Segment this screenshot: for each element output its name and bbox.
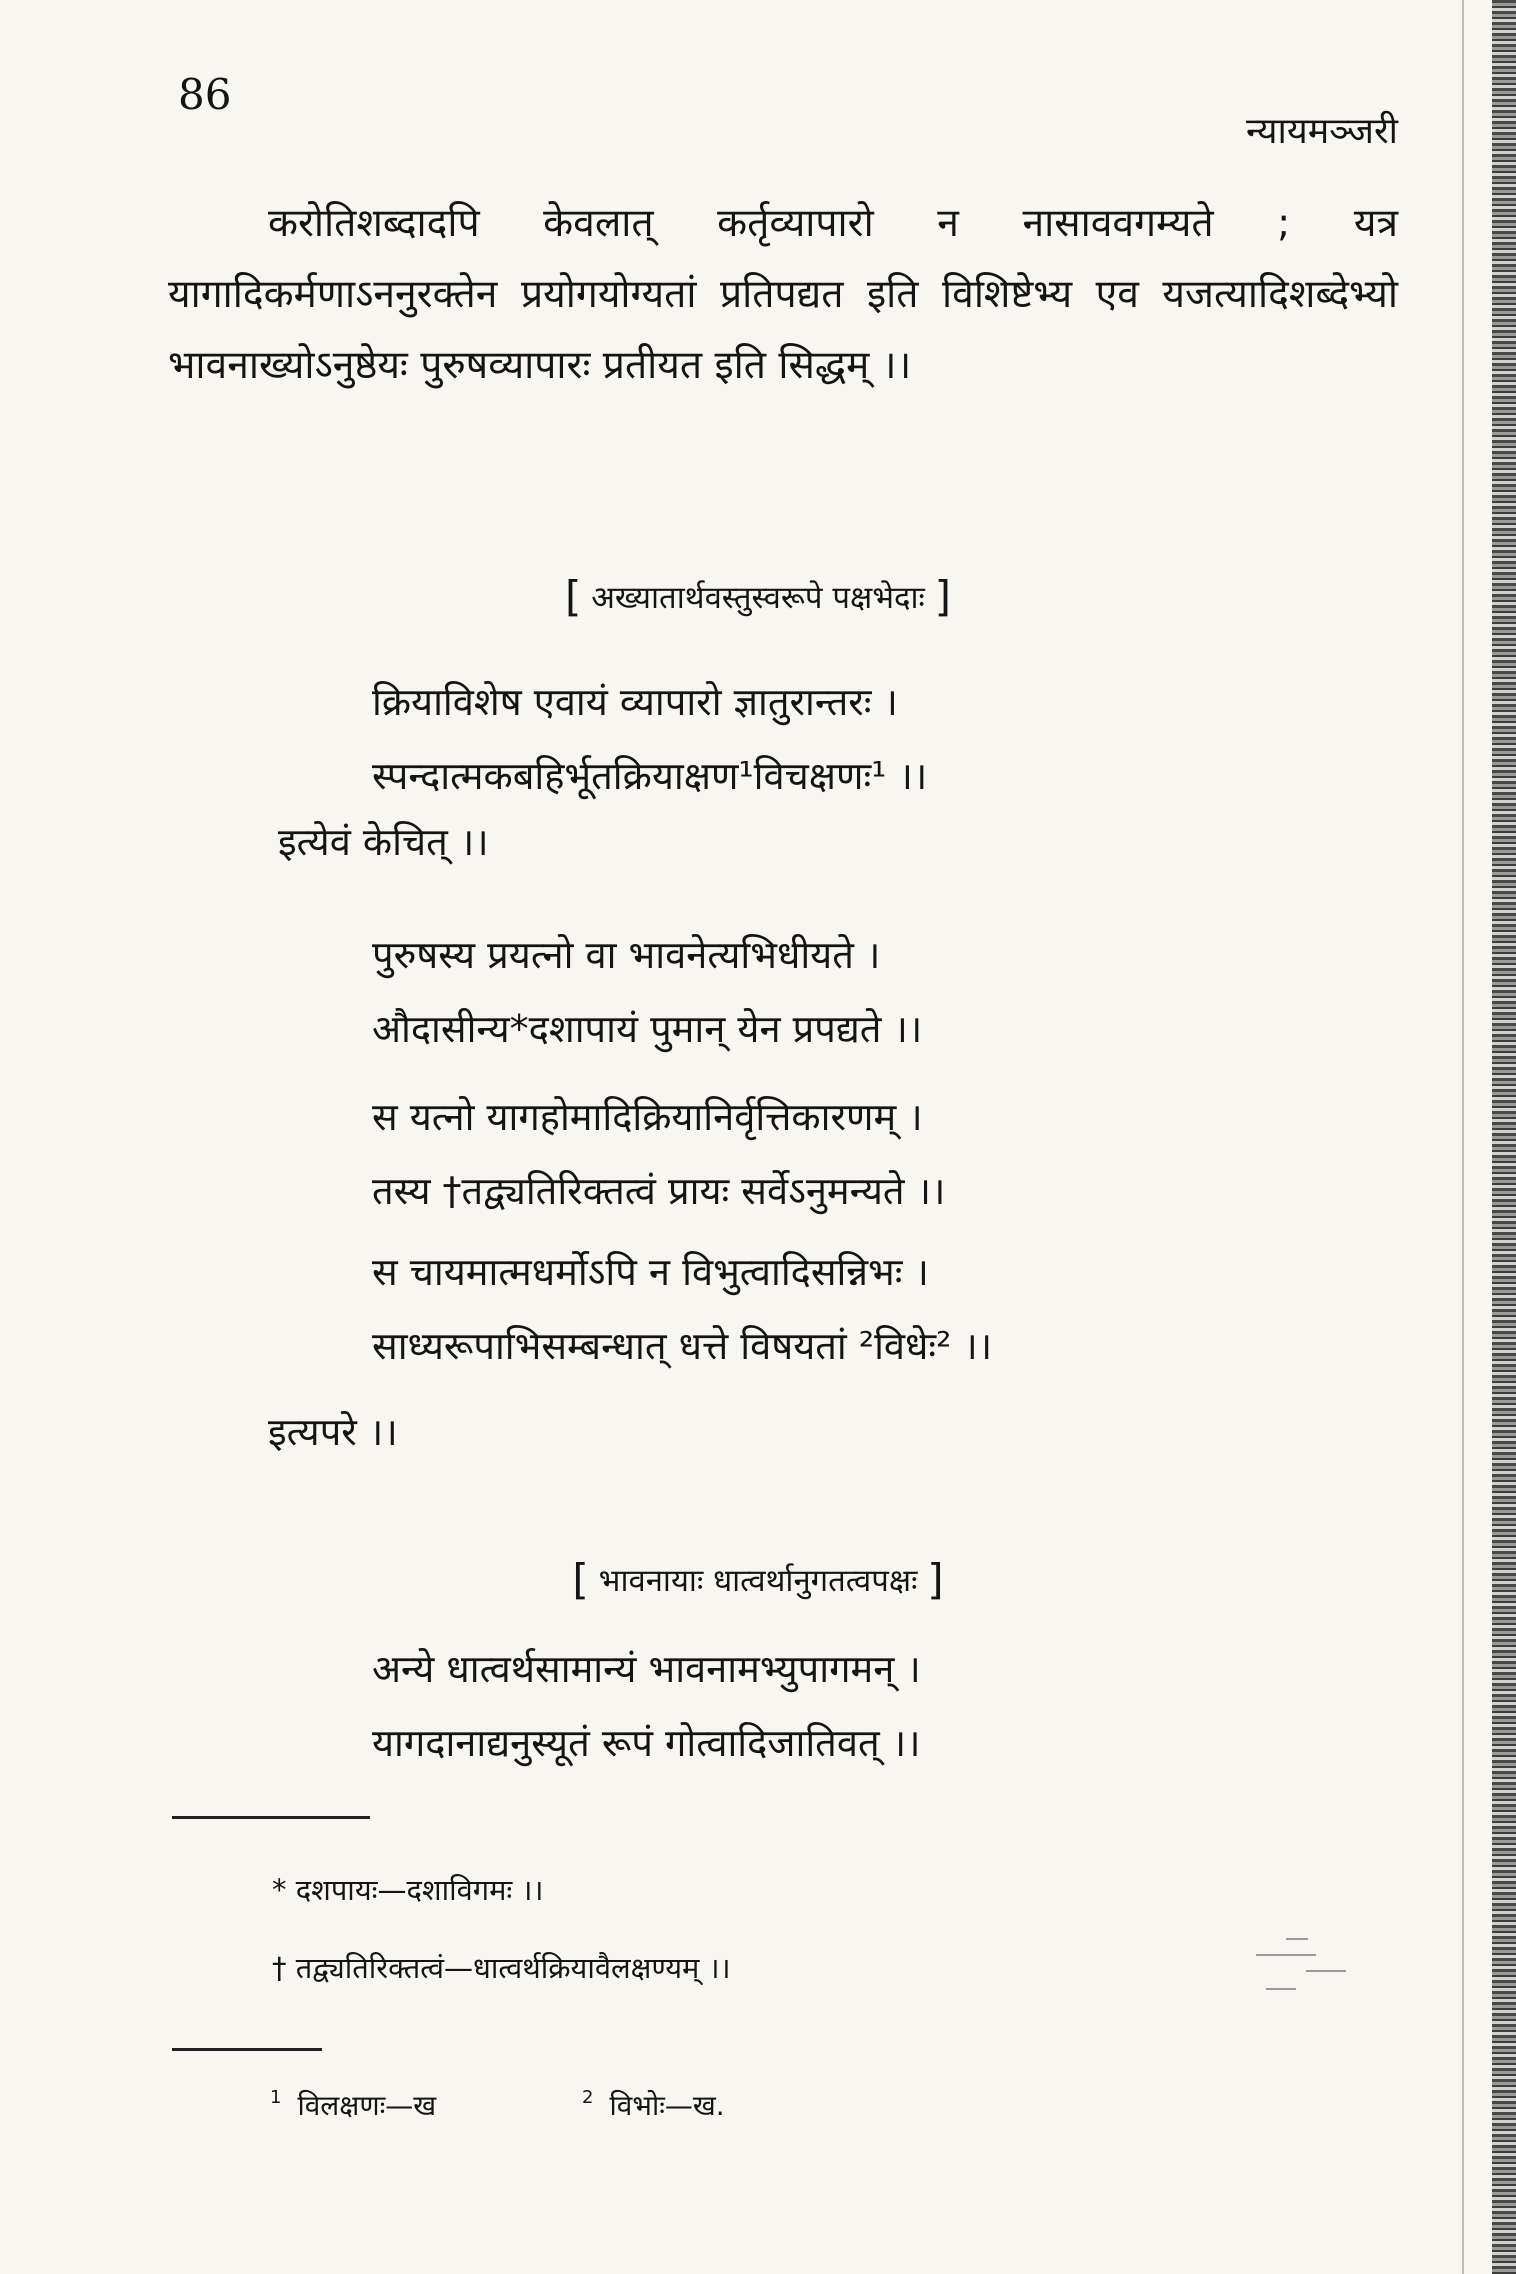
verse-4 [372,1235,992,1383]
verse-2 [372,918,922,1066]
variant-note-text: विभोः—ख. [609,2089,725,2122]
page-binding-edge [1492,0,1516,2274]
verse-line: क्रियाविशेष एवायं व्यापारो ज्ञातुरान्तरः । [372,680,898,724]
footnote-rule [172,1816,370,1819]
variant-notes-rule [172,2048,322,2051]
running-head: न्यायमञ्जरी [1246,111,1398,152]
section-heading-2-text: भावनायाः धात्वर्थानुगतत्वपक्षः [598,1563,918,1599]
verse-line: स यत्नो यागहोमादिक्रियानिर्वृत्तिकारणम् । [372,1095,923,1139]
verse-line: पुरुषस्य प्रयत्नो वा भावनेत्यभिधीयते । [372,933,881,977]
page-number: 86 [178,70,232,119]
variant-note-2 [582,2086,725,2124]
attribution-2: इत्यपरे ।। [268,1410,398,1454]
attribution-1: इत्येवं केचित् ।। [278,820,489,864]
intro-paragraph-text: करोतिशब्दादपि केवलात् कर्तृव्यापारो न नासाववगम्यते ; यत्र यागादिकर्मणाऽननुरक्तेन प्रयोगयोग्यतां प्रतिपद्यत इति विशिष्टेभ्य एव यजत्यादिशब्देभ्यो भावनाख्योऽनुष्ठेयः पुरुषव्यापारः प्रतीयत इति सिद्धम् ।। [168,201,1398,388]
page-edge-line [1462,0,1464,2274]
variant-note-number: 1 [270,2087,282,2108]
verse-line: यागदानाद्यनुस्यूतं रूपं गोत्वादिजातिवत् ।। [372,1721,921,1765]
verse-line: स्पन्दात्मकबहिर्भूतक्रियाक्षण¹विचक्षणः¹ ।। [372,754,928,798]
verse-line: औदासीन्य*दशापायं पुमान् येन प्रपद्यते ।। [372,1007,923,1051]
variant-note-text: विलक्षणः—ख [297,2089,437,2122]
footnote-mark: † [272,1951,287,1985]
footnote-text: तद्व्यतिरिक्तत्वं—धात्वर्थक्रियावैलक्षण्यम् ।। [295,1951,731,1985]
intro-paragraph [168,188,1398,401]
variant-note-1 [270,2086,436,2124]
bracket-open: [ [572,1555,589,1604]
verse-line: अन्ये धात्वर्थसामान्यं भावनामभ्युपागमन् । [372,1647,921,1691]
verse-line: तस्य †तद्व्यतिरिक्तत्वं प्रायः सर्वेऽनुमन्यते ।। [372,1169,946,1213]
verse-line: स चायमात्मधर्मोऽपि न विभुत्वादिसन्निभः । [372,1250,929,1294]
bracket-open: [ [564,572,582,621]
verse-3 [372,1080,945,1228]
verse-5 [372,1632,921,1780]
footnote-1 [272,1870,544,1909]
bracket-close: ] [927,1555,944,1604]
verse-1 [372,665,927,813]
bracket-close: ] [934,572,952,621]
scan-smudge [1246,1930,1376,2040]
verse-line: साध्यरूपाभिसम्बन्धात् धत्ते विषयतां ²विधेः² ।। [372,1324,993,1368]
section-heading-1-text: अख्यातार्थवस्तुस्वरूपे पक्षभेदाः [591,580,925,616]
section-heading-1 [0,572,1516,621]
footnote-text: दशपायः—दशाविगमः ।। [295,1873,544,1907]
footnote-2 [272,1948,731,1987]
variant-note-number: 2 [582,2087,594,2108]
section-heading-2 [0,1555,1516,1604]
footnote-mark: * [272,1873,287,1907]
